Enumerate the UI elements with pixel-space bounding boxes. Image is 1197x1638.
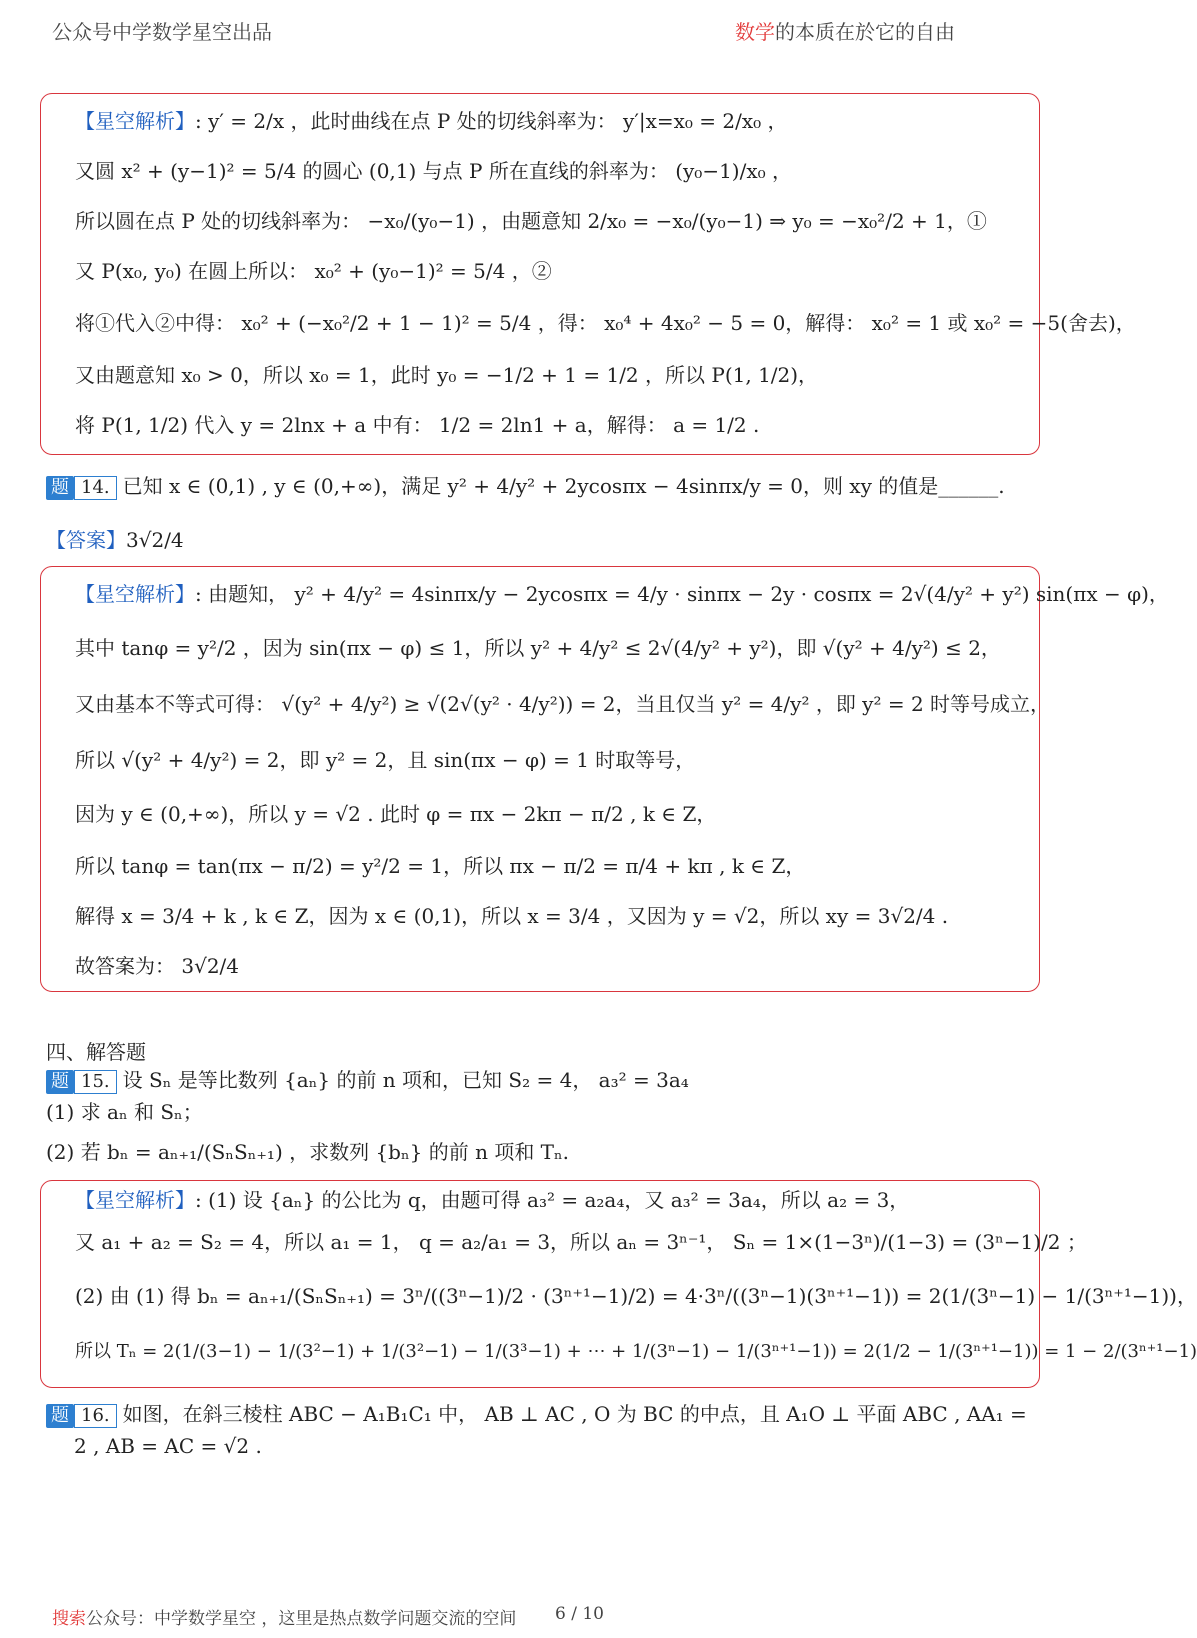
question-14: 题 14. 已知 x ∈ (0,1) , y ∈ (0,+∞)，满足 y² + 4/y² + 2ycosπx − 4sinπx/y = 0，则 xy 的值是______. [46, 470, 1005, 502]
box2-line-4: 因为 y ∈ (0,+∞)，所以 y = √2 . 此时 φ = πx − 2kπ − π/2 , k ∈ Z， [75, 802, 717, 826]
analysis-label: 【星空解析】 [75, 582, 195, 606]
answer-14 [46, 524, 184, 556]
box3-line-1: 又 a₁ + a₂ = S₂ = 4，所以 a₁ = 1， q = a₂/a₁ = 3，所以 aₙ = 3ⁿ⁻¹， Sₙ = 1×(1−3ⁿ)/(1−3) = (3ⁿ−1)/2 ； [75, 1230, 1087, 1254]
analysis-label: 【星空解析】 [75, 109, 195, 133]
box2-line-6: 解得 x = 3/4 + k , k ∈ Z，因为 x ∈ (0,1)，所以 x = 3/4 ，又因为 y = √2，所以 xy = 3√2/4 . [75, 904, 949, 928]
box2-line-3: 所以 √(y² + 4/y²) = 2，即 y² = 2，且 sin(πx − φ) = 1 时取等号， [75, 748, 696, 772]
box2-line-1: 其中 tanφ = y²/2 ，因为 sin(πx − φ) ≤ 1，所以 y² + 4/y² ≤ 2√(4/y² + y²)，即 √(y² + 4/y²) ≤ 2， [75, 636, 1001, 660]
analysis-label: 【星空解析】 [75, 1188, 195, 1212]
box1-line-1: 又圆 x² + (y−1)² = 5/4 的圆心 (0,1) 与点 P 所在直线的斜率为： (y₀−1)/x₀ ， [75, 159, 793, 183]
solution-box-2 [40, 566, 1169, 992]
footer-accent: 搜索 [52, 1609, 86, 1629]
solution-box-1 [40, 93, 1136, 455]
question-tag: 题 [46, 476, 74, 500]
header-rest: 的本质在於它的自由 [775, 20, 955, 44]
header-right [735, 16, 955, 45]
solution-box-3 [40, 1180, 1197, 1388]
box2-line-7: 故答案为： 3√2/4 [75, 954, 240, 978]
question-tag: 题 [46, 1404, 74, 1428]
box1-line-0: 【星空解析】: y′ = 2/x ，此时曲线在点 P 处的切线斜率为： y′|x=x₀ = 2/x₀ ， [75, 109, 788, 133]
box1-line-3: 又 P(x₀, y₀) 在圆上所以： x₀² + (y₀−1)² = 5/4 ，② [75, 259, 552, 283]
header-accent: 数学 [735, 20, 775, 44]
question-16-cont: 2 , AB = AC = √2 . [74, 1434, 262, 1458]
question-number: 15. [74, 1070, 117, 1094]
page-number: 6 / 10 [555, 1604, 604, 1624]
box2-line-2: 又由基本不等式可得： √(y² + 4/y²) ≥ √(2√(y² · 4/y²)) = 2，当且仅当 y² = 4/y² ，即 y² = 2 时等号成立， [75, 692, 1051, 716]
question-15-part-2: (2) 若 bₙ = aₙ₊₁/(SₙSₙ₊₁) ，求数列 {bₙ} 的前 n 项和 Tₙ. [46, 1140, 570, 1164]
box3-line-3: 所以 Tₙ = 2(1/(3−1) − 1/(3²−1) + 1/(3²−1) − 1/(3³−1) + ⋯ + 1/(3ⁿ−1) − 1/(3ⁿ⁺¹−1)) = 2(1/2 − 1/(3ⁿ⁺¹−1)) = 1 − 2/(3ⁿ⁺¹−1) [75, 1341, 1197, 1362]
box3-line-2: (2) 由 (1) 得 bₙ = aₙ₊₁/(SₙSₙ₊₁) = 3ⁿ/((3ⁿ−1)/2 · (3ⁿ⁺¹−1)/2) = 4·3ⁿ/((3ⁿ−1)(3ⁿ⁺¹−1)) = 2(1/(3ⁿ−1) − 1/(3ⁿ⁺¹−1))， [75, 1284, 1197, 1308]
box3-line-0: 【星空解析】: (1) 设 {aₙ} 的公比为 q，由题可得 a₃² = a₂a₄，又 a₃² = 3a₄，所以 a₂ = 3， [75, 1188, 910, 1212]
box1-line-4: 将①代入②中得： x₀² + (−x₀²/2 + 1 − 1)² = 5/4 ，得： x₀⁴ + 4x₀² − 5 = 0，解得： x₀² = 1 或 x₀² = −5(舍去)， [75, 311, 1136, 335]
footer: 搜索公众号：中学数学星空 ，这里是热点数学问题交流的空间 [52, 1609, 517, 1629]
answer-label: 【答案】 [46, 528, 126, 552]
question-16: 题 16. 如图，在斜三棱柱 ABC − A₁B₁C₁ 中， AB ⊥ AC , O 为 BC 的中点，且 A₁O ⊥ 平面 ABC , AA₁ = [46, 1398, 1027, 1430]
question-number: 16. [74, 1404, 117, 1428]
box2-line-5: 所以 tanφ = tan(πx − π/2) = y²/2 = 1，所以 πx − π/2 = π/4 + kπ , k ∈ Z， [75, 854, 806, 878]
box1-line-5: 又由题意知 x₀ > 0，所以 x₀ = 1，此时 y₀ = −1/2 + 1 = 1/2 ，所以 P(1, 1/2)， [75, 363, 819, 387]
box2-line-0: 【星空解析】: 由题知， y² + 4/y² = 4sinπx/y − 2ycosπx = 4/y · sinπx − 2y · cosπx = 2√(4/y² + y²) sin(πx − φ)， [75, 582, 1169, 606]
question-15: 题 15. 设 Sₙ 是等比数列 {aₙ} 的前 n 项和，已知 S₂ = 4， a₃² = 3a₄ [46, 1064, 689, 1096]
answer-value: 3√2/4 [126, 528, 184, 552]
question-tag: 题 [46, 1070, 74, 1094]
box1-line-2: 所以圆在点 P 处的切线斜率为： −x₀/(y₀−1) ，由题意知 2/x₀ = −x₀/(y₀−1) ⇒ y₀ = −x₀²/2 + 1，① [75, 209, 987, 233]
question-number: 14. [74, 476, 117, 500]
header-left: 公众号中学数学星空出品 [52, 20, 272, 44]
question-15-part-1: (1) 求 aₙ 和 Sₙ； [46, 1100, 203, 1124]
box1-line-6: 将 P(1, 1/2) 代入 y = 2lnx + a 中有： 1/2 = 2ln1 + a，解得： a = 1/2 . [75, 413, 760, 437]
section-heading: 四、解答题 [46, 1040, 146, 1064]
